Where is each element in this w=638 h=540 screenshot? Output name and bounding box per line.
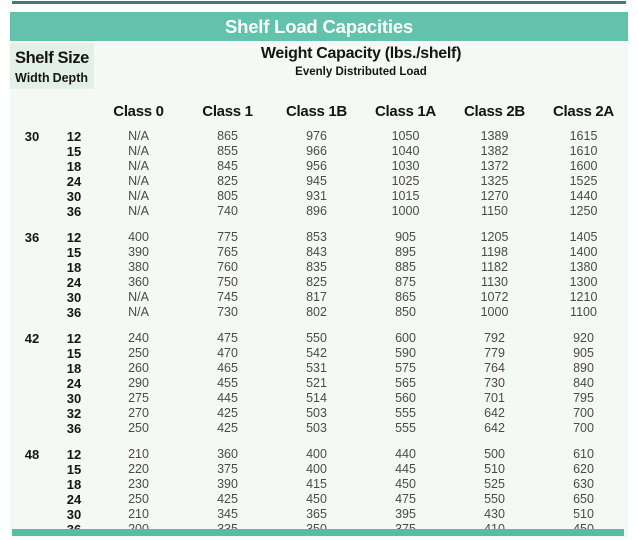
capacity-value: 290: [128, 376, 149, 390]
capacity-value: 250: [128, 421, 149, 435]
table-row: [10, 492, 628, 507]
column-header-class-1: Class 1: [202, 102, 253, 120]
depth-value: 36: [66, 305, 82, 320]
capacity-value: N/A: [128, 159, 149, 173]
width-value: [10, 275, 54, 290]
width-value: [10, 204, 54, 219]
capacity-value: 1182: [481, 260, 508, 274]
capacity-value: 360: [217, 447, 238, 461]
capacity-value: 931: [306, 189, 327, 203]
capacity-value: 1205: [480, 230, 509, 244]
capacity-value: 795: [573, 391, 594, 405]
capacity-value: 475: [395, 492, 416, 506]
bottom-rule: [12, 529, 624, 536]
capacity-value: 445: [217, 391, 238, 405]
width-label: Width: [15, 71, 50, 85]
width-value: [10, 144, 54, 159]
capacity-value: 450: [306, 492, 327, 506]
capacity-value: 1198: [481, 245, 508, 259]
document-sheet: [10, 0, 628, 540]
table-row: [10, 361, 628, 376]
capacity-value: 905: [573, 346, 594, 360]
capacity-value: 395: [395, 507, 416, 521]
table-row: [10, 290, 628, 305]
depth-value: 15: [66, 144, 82, 159]
width-value: [10, 159, 54, 174]
capacity-value: 740: [217, 204, 238, 218]
capacity-value: 825: [217, 174, 238, 188]
width-depth-labels: [10, 68, 94, 85]
width-value: [10, 376, 54, 391]
width-value: [10, 245, 54, 260]
capacity-value: 565: [395, 376, 416, 390]
table-row: [10, 230, 628, 245]
depth-value: 18: [66, 477, 82, 492]
capacity-value: 875: [395, 275, 416, 289]
capacity-value: 850: [395, 305, 416, 319]
capacity-value: 210: [128, 507, 149, 521]
depth-value: 24: [66, 492, 82, 507]
depth-value: 30: [66, 189, 82, 204]
table-row: [10, 447, 628, 462]
table-row: [10, 174, 628, 189]
depth-value: 30: [66, 507, 82, 522]
depth-value: 36: [66, 204, 82, 219]
shelf-size-label: Shelf Size: [15, 49, 89, 67]
capacity-value: N/A: [128, 290, 149, 304]
width-block: [10, 331, 628, 436]
capacity-value: 840: [573, 376, 594, 390]
table-row: [10, 507, 628, 522]
table-row: [10, 462, 628, 477]
capacity-value: 1380: [569, 260, 598, 274]
capacity-value: 400: [306, 447, 327, 461]
capacity-value: 890: [573, 361, 594, 375]
capacity-value: 455: [217, 376, 238, 390]
table-row: [10, 376, 628, 391]
capacity-value: 503: [306, 406, 327, 420]
capacity-value: 920: [573, 331, 594, 345]
width-block: [10, 230, 628, 320]
capacity-value: 250: [128, 492, 149, 506]
table-row: [10, 260, 628, 275]
depth-value: 12: [66, 331, 82, 346]
width-value: 36: [24, 230, 40, 245]
data-grid: [10, 129, 628, 537]
capacity-value: 1100: [570, 305, 597, 319]
capacity-table: [10, 41, 628, 538]
capacity-value: 250: [128, 346, 149, 360]
capacity-value: 896: [306, 204, 327, 218]
capacity-value: 775: [217, 230, 238, 244]
capacity-value: 440: [395, 447, 416, 461]
depth-value: 32: [66, 406, 82, 421]
capacity-value: 700: [573, 421, 594, 435]
width-value: 30: [24, 129, 40, 144]
capacity-value: 1030: [391, 159, 420, 173]
table-row: [10, 346, 628, 361]
capacity-value: 510: [573, 507, 594, 521]
capacity-value: 1025: [391, 174, 420, 188]
weight-capacity-label: Weight Capacity (lbs./shelf): [260, 45, 462, 62]
capacity-value: 956: [306, 159, 327, 173]
capacity-value: 415: [306, 477, 327, 491]
depth-value: 36: [66, 421, 82, 436]
table-row: [10, 129, 628, 144]
width-value: [10, 346, 54, 361]
column-header-class-2a: Class 2A: [553, 102, 614, 120]
table-row: [10, 245, 628, 260]
capacity-value: 380: [128, 260, 149, 274]
capacity-value: 1600: [569, 159, 598, 173]
capacity-value: 542: [306, 346, 327, 360]
capacity-value: N/A: [128, 305, 149, 319]
capacity-value: 555: [395, 406, 416, 420]
capacity-value: 600: [395, 331, 416, 345]
capacity-value: 575: [395, 361, 416, 375]
depth-value: 12: [66, 447, 82, 462]
capacity-value: 1300: [569, 275, 598, 289]
capacity-value: 805: [217, 189, 238, 203]
capacity-value: 1615: [569, 129, 598, 143]
depth-value: 15: [66, 245, 82, 260]
capacity-value: N/A: [128, 174, 149, 188]
capacity-value: 730: [484, 376, 505, 390]
distribution-label: Evenly Distributed Load: [295, 66, 427, 78]
width-value: 42: [24, 331, 40, 346]
depth-value: 24: [66, 275, 82, 290]
capacity-value: 1072: [480, 290, 509, 304]
width-value: [10, 507, 54, 522]
capacity-value: 835: [306, 260, 327, 274]
capacity-value: 531: [306, 361, 327, 375]
width-block: [10, 447, 628, 537]
capacity-value: 966: [306, 144, 327, 158]
table-row: [10, 275, 628, 290]
capacity-value: 1610: [569, 144, 598, 158]
capacity-value: 730: [217, 305, 238, 319]
capacity-value: 792: [484, 331, 505, 345]
capacity-value: 270: [128, 406, 149, 420]
capacity-value: 1150: [481, 204, 508, 218]
capacity-value: 1325: [480, 174, 509, 188]
capacity-value: 1000: [391, 204, 420, 218]
capacity-value: 765: [217, 245, 238, 259]
table-row: [10, 305, 628, 320]
table-row: [10, 204, 628, 219]
capacity-value: 855: [217, 144, 238, 158]
depth-value: 15: [66, 462, 82, 477]
capacity-value: 701: [484, 391, 505, 405]
capacity-value: 764: [484, 361, 505, 375]
depth-value: 18: [66, 159, 82, 174]
table-row: [10, 477, 628, 492]
capacity-value: 1000: [480, 305, 509, 319]
capacity-value: 1389: [480, 129, 509, 143]
capacity-value: 745: [217, 290, 238, 304]
width-value: [10, 174, 54, 189]
capacity-value: 895: [395, 245, 416, 259]
capacity-value: 1040: [391, 144, 420, 158]
capacity-value: 1210: [569, 290, 598, 304]
capacity-value: 525: [484, 477, 505, 491]
depth-value: 18: [66, 260, 82, 275]
capacity-value: 555: [395, 421, 416, 435]
capacity-value: 375: [217, 462, 238, 476]
table-row: [10, 159, 628, 174]
capacity-value: 550: [484, 492, 505, 506]
capacity-value: 445: [395, 462, 416, 476]
capacity-value: N/A: [128, 129, 149, 143]
width-value: [10, 477, 54, 492]
capacity-value: 550: [306, 331, 327, 345]
capacity-value: 500: [484, 447, 505, 461]
width-value: [10, 462, 54, 477]
top-rule: [12, 1, 626, 4]
capacity-value: 1405: [569, 230, 598, 244]
width-value: [10, 305, 54, 320]
depth-value: 15: [66, 346, 82, 361]
width-value: [10, 421, 54, 436]
capacity-value: 945: [306, 174, 327, 188]
capacity-value: 865: [217, 129, 238, 143]
table-head-section: [10, 41, 628, 91]
capacity-value: 620: [573, 462, 594, 476]
depth-value: 24: [66, 174, 82, 189]
capacity-value: 865: [395, 290, 416, 304]
capacity-value: 1015: [391, 189, 420, 203]
table-row: [10, 391, 628, 406]
width-value: [10, 391, 54, 406]
width-value: [10, 189, 54, 204]
capacity-value: 450: [395, 477, 416, 491]
capacity-value: 642: [484, 421, 505, 435]
shelf-size-header-cell: [10, 43, 94, 89]
class-header-row: [10, 97, 628, 125]
capacity-value: 260: [128, 361, 149, 375]
capacity-value: 425: [217, 492, 238, 506]
capacity-value: 1440: [569, 189, 598, 203]
capacity-value: 1130: [481, 275, 508, 289]
table-row: [10, 189, 628, 204]
capacity-value: 750: [217, 275, 238, 289]
capacity-value: 1270: [480, 189, 509, 203]
width-value: 48: [24, 447, 40, 462]
capacity-value: 843: [306, 245, 327, 259]
depth-value: 12: [66, 129, 82, 144]
capacity-value: N/A: [128, 144, 149, 158]
depth-value: 30: [66, 391, 82, 406]
capacity-value: 905: [395, 230, 416, 244]
capacity-value: 465: [217, 361, 238, 375]
width-value: [10, 492, 54, 507]
capacity-value: 1050: [391, 129, 420, 143]
capacity-value: N/A: [128, 204, 149, 218]
capacity-value: 1382: [480, 144, 509, 158]
title-band: [10, 12, 628, 41]
capacity-value: N/A: [128, 189, 149, 203]
capacity-value: 760: [217, 260, 238, 274]
table-row: [10, 331, 628, 346]
capacity-value: 590: [395, 346, 416, 360]
width-block: [10, 129, 628, 219]
capacity-value: 390: [128, 245, 149, 259]
table-row: [10, 421, 628, 436]
capacity-value: 825: [306, 275, 327, 289]
capacity-value: 1372: [480, 159, 509, 173]
capacity-value: 430: [484, 507, 505, 521]
capacity-value: 400: [128, 230, 149, 244]
capacity-value: 521: [306, 376, 327, 390]
table-row: [10, 144, 628, 159]
capacity-value: 885: [395, 260, 416, 274]
capacity-value: 802: [306, 305, 327, 319]
capacity-value: 425: [217, 421, 238, 435]
capacity-value: 976: [306, 129, 327, 143]
capacity-value: 475: [217, 331, 238, 345]
capacity-value: 853: [306, 230, 327, 244]
capacity-value: 470: [217, 346, 238, 360]
depth-value: 24: [66, 376, 82, 391]
capacity-value: 240: [128, 331, 149, 345]
capacity-value: 700: [573, 406, 594, 420]
capacity-value: 845: [217, 159, 238, 173]
capacity-value: 345: [217, 507, 238, 521]
capacity-value: 230: [128, 477, 149, 491]
capacity-value: 503: [306, 421, 327, 435]
column-header-class-1b: Class 1B: [286, 102, 347, 120]
capacity-value: 400: [306, 462, 327, 476]
capacity-value: 220: [128, 462, 149, 476]
capacity-value: 610: [573, 447, 594, 461]
width-value: [10, 361, 54, 376]
capacity-value: 560: [395, 391, 416, 405]
depth-value: 18: [66, 361, 82, 376]
capacity-value: 365: [306, 507, 327, 521]
capacity-value: 1525: [569, 174, 598, 188]
capacity-value: 210: [128, 447, 149, 461]
depth-value: 30: [66, 290, 82, 305]
capacity-value: 630: [573, 477, 594, 491]
width-value: [10, 260, 54, 275]
weight-capacity-header: [94, 45, 628, 78]
capacity-value: 650: [573, 492, 594, 506]
capacity-value: 360: [128, 275, 149, 289]
width-value: [10, 406, 54, 421]
capacity-value: 514: [306, 391, 327, 405]
depth-value: 12: [66, 230, 82, 245]
capacity-value: 642: [484, 406, 505, 420]
width-value: [10, 290, 54, 305]
column-header-class-2b: Class 2B: [464, 102, 525, 120]
column-header-class-1a: Class 1A: [375, 102, 436, 120]
table-title: Shelf Load Capacities: [224, 15, 414, 37]
depth-label: Depth: [52, 71, 88, 85]
capacity-value: 817: [306, 290, 327, 304]
capacity-value: 779: [484, 346, 505, 360]
capacity-value: 390: [217, 477, 238, 491]
capacity-value: 510: [484, 462, 505, 476]
table-row: [10, 406, 628, 421]
capacity-value: 1250: [569, 204, 598, 218]
capacity-value: 1400: [569, 245, 598, 259]
column-header-class-0: Class 0: [113, 102, 164, 120]
capacity-value: 275: [128, 391, 149, 405]
capacity-value: 425: [217, 406, 238, 420]
